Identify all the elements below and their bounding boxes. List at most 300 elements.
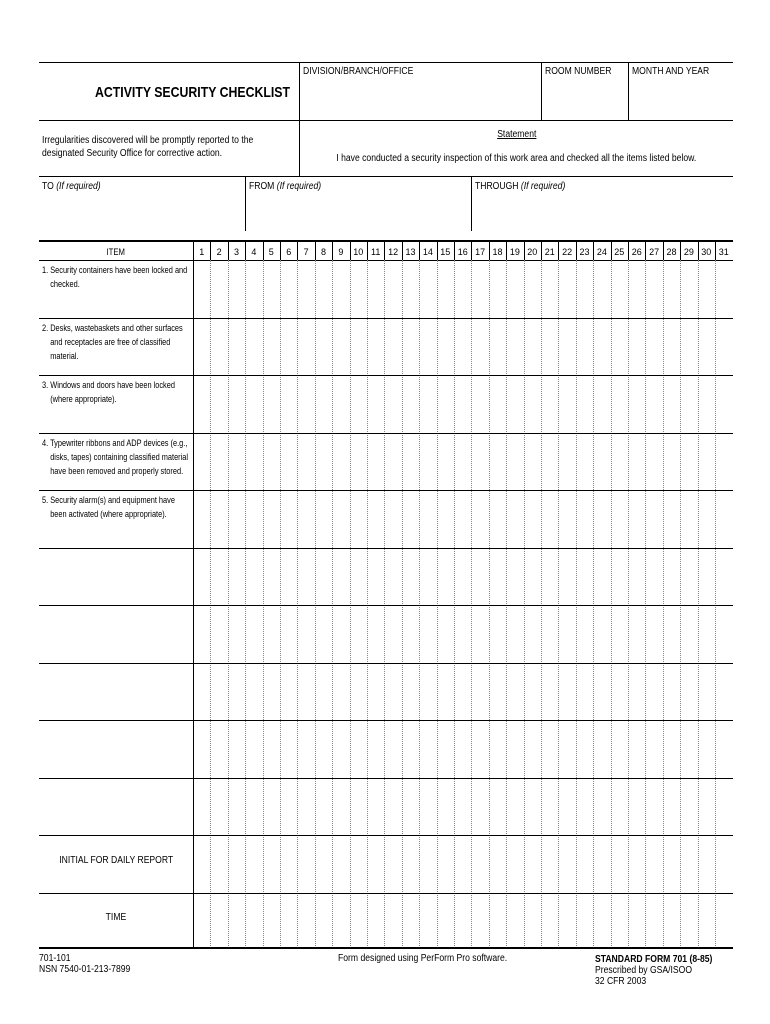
check-cell[interactable] [507,549,522,605]
check-cell[interactable] [316,606,331,662]
check-cell[interactable] [194,894,209,950]
check-cell[interactable] [716,549,731,605]
check-cell[interactable] [490,376,505,432]
check-cell[interactable] [716,721,731,777]
check-cell[interactable] [664,319,679,375]
check-cell[interactable] [351,261,366,317]
check-cell[interactable] [385,894,400,950]
check-cell[interactable] [385,779,400,835]
check-cell[interactable] [438,376,453,432]
check-cell[interactable] [298,549,313,605]
check-cell[interactable] [664,491,679,547]
check-cell[interactable] [525,261,540,317]
check-cell[interactable] [542,836,557,892]
check-cell[interactable] [681,836,696,892]
check-cell[interactable] [333,319,348,375]
check-cell[interactable] [298,261,313,317]
check-cell[interactable] [577,319,592,375]
check-cell[interactable] [264,664,279,720]
check-cell[interactable] [438,779,453,835]
check-cell[interactable] [699,721,714,777]
check-cell[interactable] [577,261,592,317]
check-cell[interactable] [559,664,574,720]
check-cell[interactable] [646,491,661,547]
check-cell[interactable] [420,606,435,662]
check-cell[interactable] [629,779,644,835]
check-cell[interactable] [542,894,557,950]
check-cell[interactable] [699,606,714,662]
check-cell[interactable] [664,836,679,892]
check-cell[interactable] [472,491,487,547]
check-cell[interactable] [507,894,522,950]
check-cell[interactable] [246,836,261,892]
check-cell[interactable] [542,376,557,432]
check-cell[interactable] [716,261,731,317]
check-cell[interactable] [420,664,435,720]
check-cell[interactable] [316,894,331,950]
check-cell[interactable] [368,434,383,490]
check-cell[interactable] [716,664,731,720]
check-cell[interactable] [281,779,296,835]
check-cell[interactable] [559,836,574,892]
check-cell[interactable] [472,779,487,835]
check-cell[interactable] [368,721,383,777]
check-cell[interactable] [333,664,348,720]
check-cell[interactable] [455,779,470,835]
check-cell[interactable] [612,319,627,375]
check-cell[interactable] [716,434,731,490]
check-cell[interactable] [594,261,609,317]
check-cell[interactable] [525,319,540,375]
check-cell[interactable] [211,894,226,950]
check-cell[interactable] [629,434,644,490]
check-cell[interactable] [681,491,696,547]
check-cell[interactable] [281,319,296,375]
check-cell[interactable] [246,779,261,835]
through-field[interactable] [474,196,734,228]
check-cell[interactable] [699,434,714,490]
check-cell[interactable] [525,606,540,662]
check-cell[interactable] [629,836,644,892]
check-cell[interactable] [594,549,609,605]
check-cell[interactable] [577,376,592,432]
check-cell[interactable] [368,664,383,720]
check-cell[interactable] [229,721,244,777]
check-cell[interactable] [472,376,487,432]
check-cell[interactable] [646,319,661,375]
check-cell[interactable] [664,434,679,490]
check-cell[interactable] [264,894,279,950]
check-cell[interactable] [472,721,487,777]
check-cell[interactable] [664,894,679,950]
check-cell[interactable] [490,894,505,950]
check-cell[interactable] [333,261,348,317]
check-cell[interactable] [438,549,453,605]
check-cell[interactable] [629,261,644,317]
check-cell[interactable] [646,549,661,605]
check-cell[interactable] [298,319,313,375]
check-cell[interactable] [246,261,261,317]
check-cell[interactable] [229,779,244,835]
check-cell[interactable] [542,606,557,662]
check-cell[interactable] [664,376,679,432]
check-cell[interactable] [246,434,261,490]
check-cell[interactable] [351,434,366,490]
check-cell[interactable] [681,434,696,490]
check-cell[interactable] [385,549,400,605]
check-cell[interactable] [612,376,627,432]
check-cell[interactable] [333,894,348,950]
check-cell[interactable] [229,836,244,892]
check-cell[interactable] [472,261,487,317]
check-cell[interactable] [594,721,609,777]
check-cell[interactable] [264,434,279,490]
check-cell[interactable] [664,549,679,605]
check-cell[interactable] [525,836,540,892]
check-cell[interactable] [368,779,383,835]
check-cell[interactable] [664,606,679,662]
check-cell[interactable] [403,319,418,375]
check-cell[interactable] [646,721,661,777]
check-cell[interactable] [211,721,226,777]
check-cell[interactable] [211,434,226,490]
check-cell[interactable] [333,721,348,777]
check-cell[interactable] [629,319,644,375]
check-cell[interactable] [716,779,731,835]
check-cell[interactable] [420,319,435,375]
check-cell[interactable] [211,261,226,317]
check-cell[interactable] [403,434,418,490]
check-cell[interactable] [229,549,244,605]
check-cell[interactable] [612,434,627,490]
check-cell[interactable] [368,376,383,432]
check-cell[interactable] [455,836,470,892]
check-cell[interactable] [525,549,540,605]
check-cell[interactable] [333,549,348,605]
check-cell[interactable] [472,836,487,892]
check-cell[interactable] [194,606,209,662]
check-cell[interactable] [420,779,435,835]
check-cell[interactable] [612,894,627,950]
check-cell[interactable] [281,894,296,950]
check-cell[interactable] [612,721,627,777]
check-cell[interactable] [385,606,400,662]
check-cell[interactable] [246,549,261,605]
check-cell[interactable] [368,491,383,547]
check-cell[interactable] [298,606,313,662]
check-cell[interactable] [333,491,348,547]
check-cell[interactable] [612,836,627,892]
check-cell[interactable] [316,779,331,835]
check-cell[interactable] [246,894,261,950]
check-cell[interactable] [577,894,592,950]
check-cell[interactable] [420,549,435,605]
check-cell[interactable] [559,376,574,432]
check-cell[interactable] [211,491,226,547]
check-cell[interactable] [646,261,661,317]
check-cell[interactable] [385,261,400,317]
check-cell[interactable] [403,549,418,605]
check-cell[interactable] [281,491,296,547]
check-cell[interactable] [472,894,487,950]
check-cell[interactable] [525,894,540,950]
check-cell[interactable] [699,376,714,432]
check-cell[interactable] [646,779,661,835]
check-cell[interactable] [612,664,627,720]
check-cell[interactable] [246,491,261,547]
check-cell[interactable] [472,664,487,720]
from-field[interactable] [248,196,472,228]
check-cell[interactable] [646,434,661,490]
check-cell[interactable] [716,606,731,662]
check-cell[interactable] [298,491,313,547]
check-cell[interactable] [646,836,661,892]
check-cell[interactable] [455,894,470,950]
check-cell[interactable] [559,434,574,490]
check-cell[interactable] [594,836,609,892]
check-cell[interactable] [577,549,592,605]
check-cell[interactable] [403,779,418,835]
check-cell[interactable] [438,434,453,490]
check-cell[interactable] [194,549,209,605]
check-cell[interactable] [316,664,331,720]
check-cell[interactable] [351,376,366,432]
check-cell[interactable] [681,606,696,662]
check-cell[interactable] [577,836,592,892]
check-cell[interactable] [316,434,331,490]
check-cell[interactable] [490,606,505,662]
check-cell[interactable] [351,606,366,662]
check-cell[interactable] [194,261,209,317]
check-cell[interactable] [490,491,505,547]
check-cell[interactable] [351,491,366,547]
check-cell[interactable] [246,721,261,777]
check-cell[interactable] [211,549,226,605]
check-cell[interactable] [525,376,540,432]
check-cell[interactable] [333,606,348,662]
check-cell[interactable] [681,319,696,375]
check-cell[interactable] [681,664,696,720]
check-cell[interactable] [594,664,609,720]
room-number-field[interactable] [544,80,630,118]
check-cell[interactable] [542,491,557,547]
check-cell[interactable] [525,779,540,835]
check-cell[interactable] [612,491,627,547]
check-cell[interactable] [525,721,540,777]
check-cell[interactable] [264,261,279,317]
check-cell[interactable] [264,606,279,662]
check-cell[interactable] [594,779,609,835]
check-cell[interactable] [351,779,366,835]
check-cell[interactable] [490,779,505,835]
check-cell[interactable] [368,894,383,950]
check-cell[interactable] [264,549,279,605]
check-cell[interactable] [559,894,574,950]
check-cell[interactable] [333,779,348,835]
check-cell[interactable] [385,664,400,720]
check-cell[interactable] [246,606,261,662]
check-cell[interactable] [542,549,557,605]
check-cell[interactable] [542,721,557,777]
check-cell[interactable] [368,836,383,892]
division-field[interactable] [302,80,542,118]
check-cell[interactable] [664,261,679,317]
check-cell[interactable] [629,376,644,432]
check-cell[interactable] [716,376,731,432]
check-cell[interactable] [420,261,435,317]
check-cell[interactable] [298,434,313,490]
check-cell[interactable] [229,376,244,432]
check-cell[interactable] [507,836,522,892]
check-cell[interactable] [577,721,592,777]
check-cell[interactable] [194,434,209,490]
check-cell[interactable] [211,779,226,835]
check-cell[interactable] [646,606,661,662]
check-cell[interactable] [699,836,714,892]
check-cell[interactable] [438,261,453,317]
check-cell[interactable] [420,721,435,777]
check-cell[interactable] [420,376,435,432]
check-cell[interactable] [646,376,661,432]
check-cell[interactable] [368,606,383,662]
check-cell[interactable] [681,779,696,835]
check-cell[interactable] [438,836,453,892]
check-cell[interactable] [333,836,348,892]
check-cell[interactable] [438,319,453,375]
check-cell[interactable] [716,319,731,375]
check-cell[interactable] [681,894,696,950]
check-cell[interactable] [368,319,383,375]
check-cell[interactable] [403,606,418,662]
check-cell[interactable] [351,664,366,720]
check-cell[interactable] [333,434,348,490]
check-cell[interactable] [420,491,435,547]
check-cell[interactable] [455,721,470,777]
check-cell[interactable] [211,664,226,720]
check-cell[interactable] [351,319,366,375]
check-cell[interactable] [194,319,209,375]
check-cell[interactable] [490,664,505,720]
check-cell[interactable] [664,721,679,777]
check-cell[interactable] [229,664,244,720]
check-cell[interactable] [455,664,470,720]
check-cell[interactable] [264,836,279,892]
check-cell[interactable] [594,606,609,662]
check-cell[interactable] [281,664,296,720]
check-cell[interactable] [594,894,609,950]
check-cell[interactable] [403,836,418,892]
check-cell[interactable] [559,606,574,662]
check-cell[interactable] [194,376,209,432]
check-cell[interactable] [699,261,714,317]
check-cell[interactable] [490,721,505,777]
check-cell[interactable] [194,491,209,547]
check-cell[interactable] [385,434,400,490]
check-cell[interactable] [246,376,261,432]
check-cell[interactable] [525,491,540,547]
check-cell[interactable] [681,721,696,777]
check-cell[interactable] [281,376,296,432]
check-cell[interactable] [298,836,313,892]
check-cell[interactable] [559,549,574,605]
check-cell[interactable] [211,319,226,375]
check-cell[interactable] [664,664,679,720]
check-cell[interactable] [629,721,644,777]
check-cell[interactable] [490,261,505,317]
check-cell[interactable] [194,836,209,892]
check-cell[interactable] [229,319,244,375]
check-cell[interactable] [211,376,226,432]
check-cell[interactable] [455,549,470,605]
check-cell[interactable] [559,319,574,375]
check-cell[interactable] [420,434,435,490]
check-cell[interactable] [194,664,209,720]
check-cell[interactable] [612,606,627,662]
check-cell[interactable] [716,836,731,892]
check-cell[interactable] [316,721,331,777]
check-cell[interactable] [490,836,505,892]
check-cell[interactable] [229,261,244,317]
check-cell[interactable] [385,836,400,892]
check-cell[interactable] [438,664,453,720]
check-cell[interactable] [472,434,487,490]
check-cell[interactable] [281,836,296,892]
check-cell[interactable] [455,491,470,547]
check-cell[interactable] [507,606,522,662]
check-cell[interactable] [281,434,296,490]
check-cell[interactable] [194,779,209,835]
check-cell[interactable] [612,261,627,317]
check-cell[interactable] [577,434,592,490]
check-cell[interactable] [385,376,400,432]
check-cell[interactable] [316,261,331,317]
check-cell[interactable] [298,376,313,432]
month-year-field[interactable] [631,80,735,118]
check-cell[interactable] [629,894,644,950]
check-cell[interactable] [281,549,296,605]
check-cell[interactable] [264,319,279,375]
check-cell[interactable] [699,894,714,950]
check-cell[interactable] [559,779,574,835]
check-cell[interactable] [577,491,592,547]
check-cell[interactable] [716,894,731,950]
check-cell[interactable] [629,606,644,662]
check-cell[interactable] [264,721,279,777]
check-cell[interactable] [507,434,522,490]
check-cell[interactable] [368,549,383,605]
check-cell[interactable] [594,319,609,375]
check-cell[interactable] [507,376,522,432]
check-cell[interactable] [559,261,574,317]
check-cell[interactable] [385,491,400,547]
check-cell[interactable] [716,491,731,547]
check-cell[interactable] [490,434,505,490]
check-cell[interactable] [612,779,627,835]
check-cell[interactable] [577,779,592,835]
check-cell[interactable] [229,434,244,490]
check-cell[interactable] [577,606,592,662]
check-cell[interactable] [455,606,470,662]
check-cell[interactable] [229,894,244,950]
check-cell[interactable] [455,261,470,317]
check-cell[interactable] [438,491,453,547]
check-cell[interactable] [246,664,261,720]
check-cell[interactable] [316,319,331,375]
check-cell[interactable] [194,721,209,777]
check-cell[interactable] [298,779,313,835]
check-cell[interactable] [681,376,696,432]
check-cell[interactable] [298,721,313,777]
